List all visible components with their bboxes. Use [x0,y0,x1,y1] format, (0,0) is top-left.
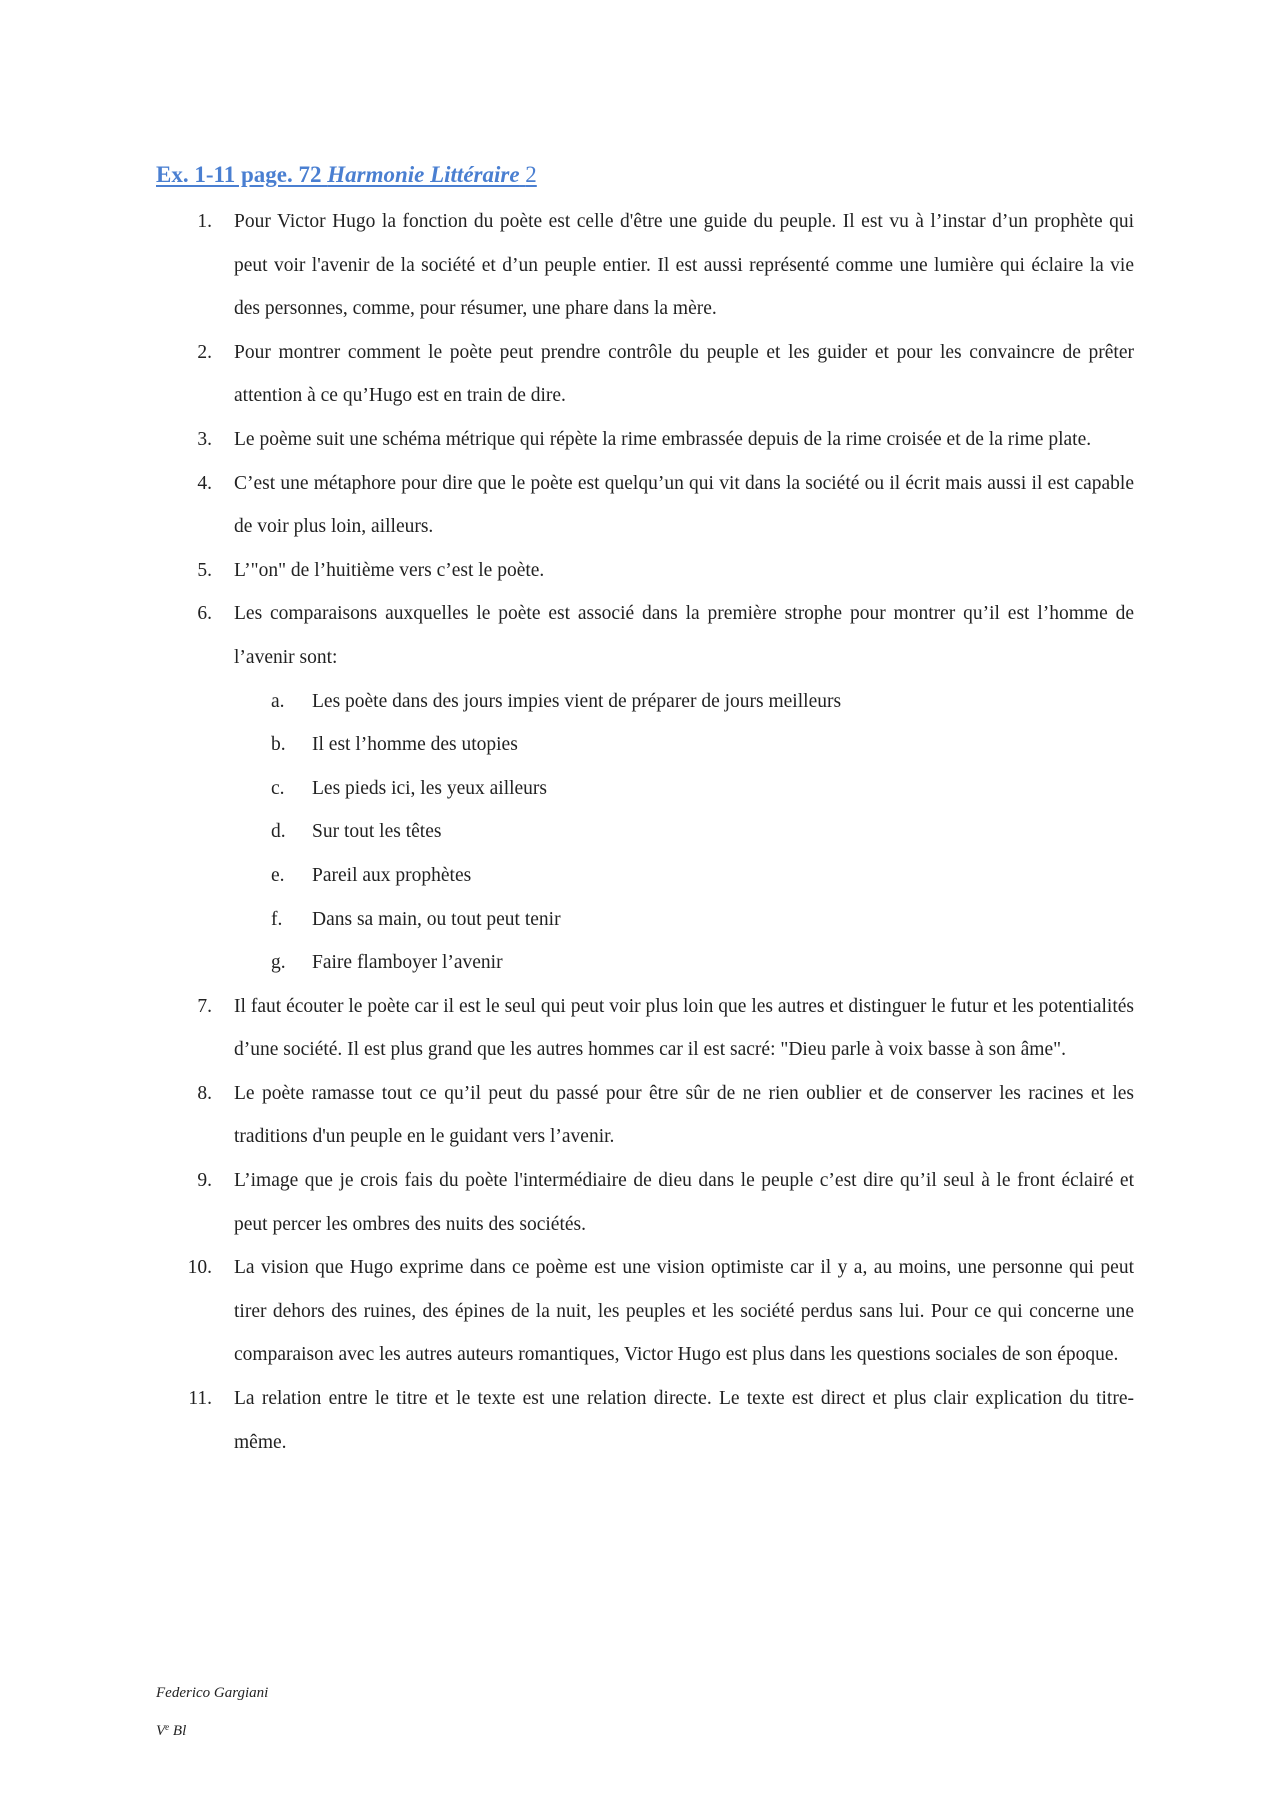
answer-text: La vision que Hugo exprime dans ce poème est une vision optimiste car il y a, au moins, une personne qui peut tirer dehors des ruines, des épines de la nuit, les peuples et les société perdus sans lui. Pour ce qui concerne une comparaison avec les autres auteurs romantiques, Victor Hugo est plus dans les questions sociales de son époque. [234,1257,1134,1366]
answer-text: La relation entre le titre et le texte est une relation directe. Le texte est direct et plus clair explication du titre-même. [234,1388,1134,1453]
answer-number: 6. [197,603,212,625]
answer-text: L’"on" de l’huitième vers c’est le poète. [234,559,545,581]
comparison-item-d [234,810,1134,854]
comparison-item-c [234,767,1134,811]
answer-number: 4. [197,472,212,494]
comparison-item-g [234,941,1134,985]
comparison-letter: e. [271,864,285,886]
comparison-letter: a. [271,690,285,712]
comparison-item-f [234,898,1134,942]
answer-number: 10. [187,1257,212,1279]
answer-item-11 [156,1377,1134,1464]
answer-item-4 [156,462,1134,549]
comparison-text: Dans sa main, ou tout peut tenir [312,908,561,930]
comparison-letter: d. [271,821,286,843]
class-level-suffix: e [165,1722,170,1732]
comparison-letter: c. [271,777,285,799]
comparison-text: Il est l’homme des utopies [312,734,518,756]
heading-reference: Ex. 1-11 page. 72 [156,162,322,187]
class-label [156,1710,268,1748]
comparison-text: Les pieds ici, les yeux ailleurs [312,777,548,799]
heading-book-title: Harmonie Littéraire [327,162,520,187]
answer-number: 2. [197,341,212,363]
answer-number: 7. [197,995,212,1017]
answer-number: 9. [197,1170,212,1192]
comparison-text: Faire flamboyer l’avenir [312,952,503,974]
answer-item-6 [156,592,1134,984]
comparison-text: Les poète dans des jours impies vient de préparer de jours meilleurs [312,690,842,712]
answer-item-7 [156,985,1134,1072]
answer-item-9 [156,1159,1134,1246]
answer-item-3 [156,418,1134,462]
answer-text: C’est une métaphore pour dire que le poète est quelqu’un qui vit dans la société ou il écrit mais aussi il est capable de voir plus loin, ailleurs. [234,472,1134,538]
answer-item-8 [156,1072,1134,1159]
comparison-item-b [234,723,1134,767]
comparison-letter: b. [271,734,286,756]
comparison-item-e [234,854,1134,898]
answer-number: 11. [188,1388,212,1410]
comparison-letter: f. [271,908,283,930]
answer-text: Les comparaisons auxquelles le poète est associé dans la première strophe pour montrer qu’il est l’homme de l’avenir sont: [234,603,1134,668]
page-footer [156,1676,268,1748]
answer-number: 1. [197,211,212,232]
answer-number: 3. [197,428,212,450]
comparisons-sublist [234,680,1134,985]
answer-item-1 [156,200,1134,331]
comparison-item-a [234,680,1134,724]
answer-text: Pour Victor Hugo la fonction du poète est celle d'être une guide du peuple. Il est vu à l’instar d’un prophète qui peut voir l'avenir de la société et d’un peuple entier. Il est aussi représenté comme une lumière qui éclaire la vie des personnes, comme, pour résumer, une phare dans la mère. [234,211,1134,320]
author-name: Federico Gargiani [156,1685,269,1701]
answer-number: 8. [197,1082,212,1104]
answer-number: 5. [197,559,212,581]
exercise-heading [156,160,537,190]
answer-text: Le poème suit une schéma métrique qui répète la rime embrassée depuis de la rime croisée et de la rime plate. [234,428,1092,450]
answers-list [156,200,1134,1464]
comparison-text: Sur tout les têtes [312,821,442,843]
answer-item-5 [156,549,1134,593]
heading-volume: 2 [525,162,537,187]
class-section: Bl [172,1723,187,1739]
answer-text: Il faut écouter le poète car il est le seul qui peut voir plus loin que les autres et distinguer le futur et les potentialités d’une société. Il est plus grand que les autres hommes car il est sacré: "Dieu parle à voix basse à son âme". [234,995,1134,1061]
answer-text: Pour montrer comment le poète peut prendre contrôle du peuple et les guider et pour les convaincre de prêter attention à ce qu’Hugo est en train de dire. [234,341,1134,407]
comparison-text: Pareil aux prophètes [312,864,472,886]
comparison-letter: g. [271,952,286,974]
answer-item-2 [156,331,1134,418]
class-level: V [156,1723,166,1739]
answer-text: L’image que je crois fais du poète l'intermédiaire de dieu dans le peuple c’est dire qu’il seul à le front éclairé et peut percer les ombres des nuits des sociétés. [234,1170,1134,1235]
answer-text: Le poète ramasse tout ce qu’il peut du passé pour être sûr de ne rien oublier et de conserver les racines et les traditions d'un peuple en le guidant vers l’avenir. [234,1082,1134,1148]
answer-item-10 [156,1246,1134,1377]
